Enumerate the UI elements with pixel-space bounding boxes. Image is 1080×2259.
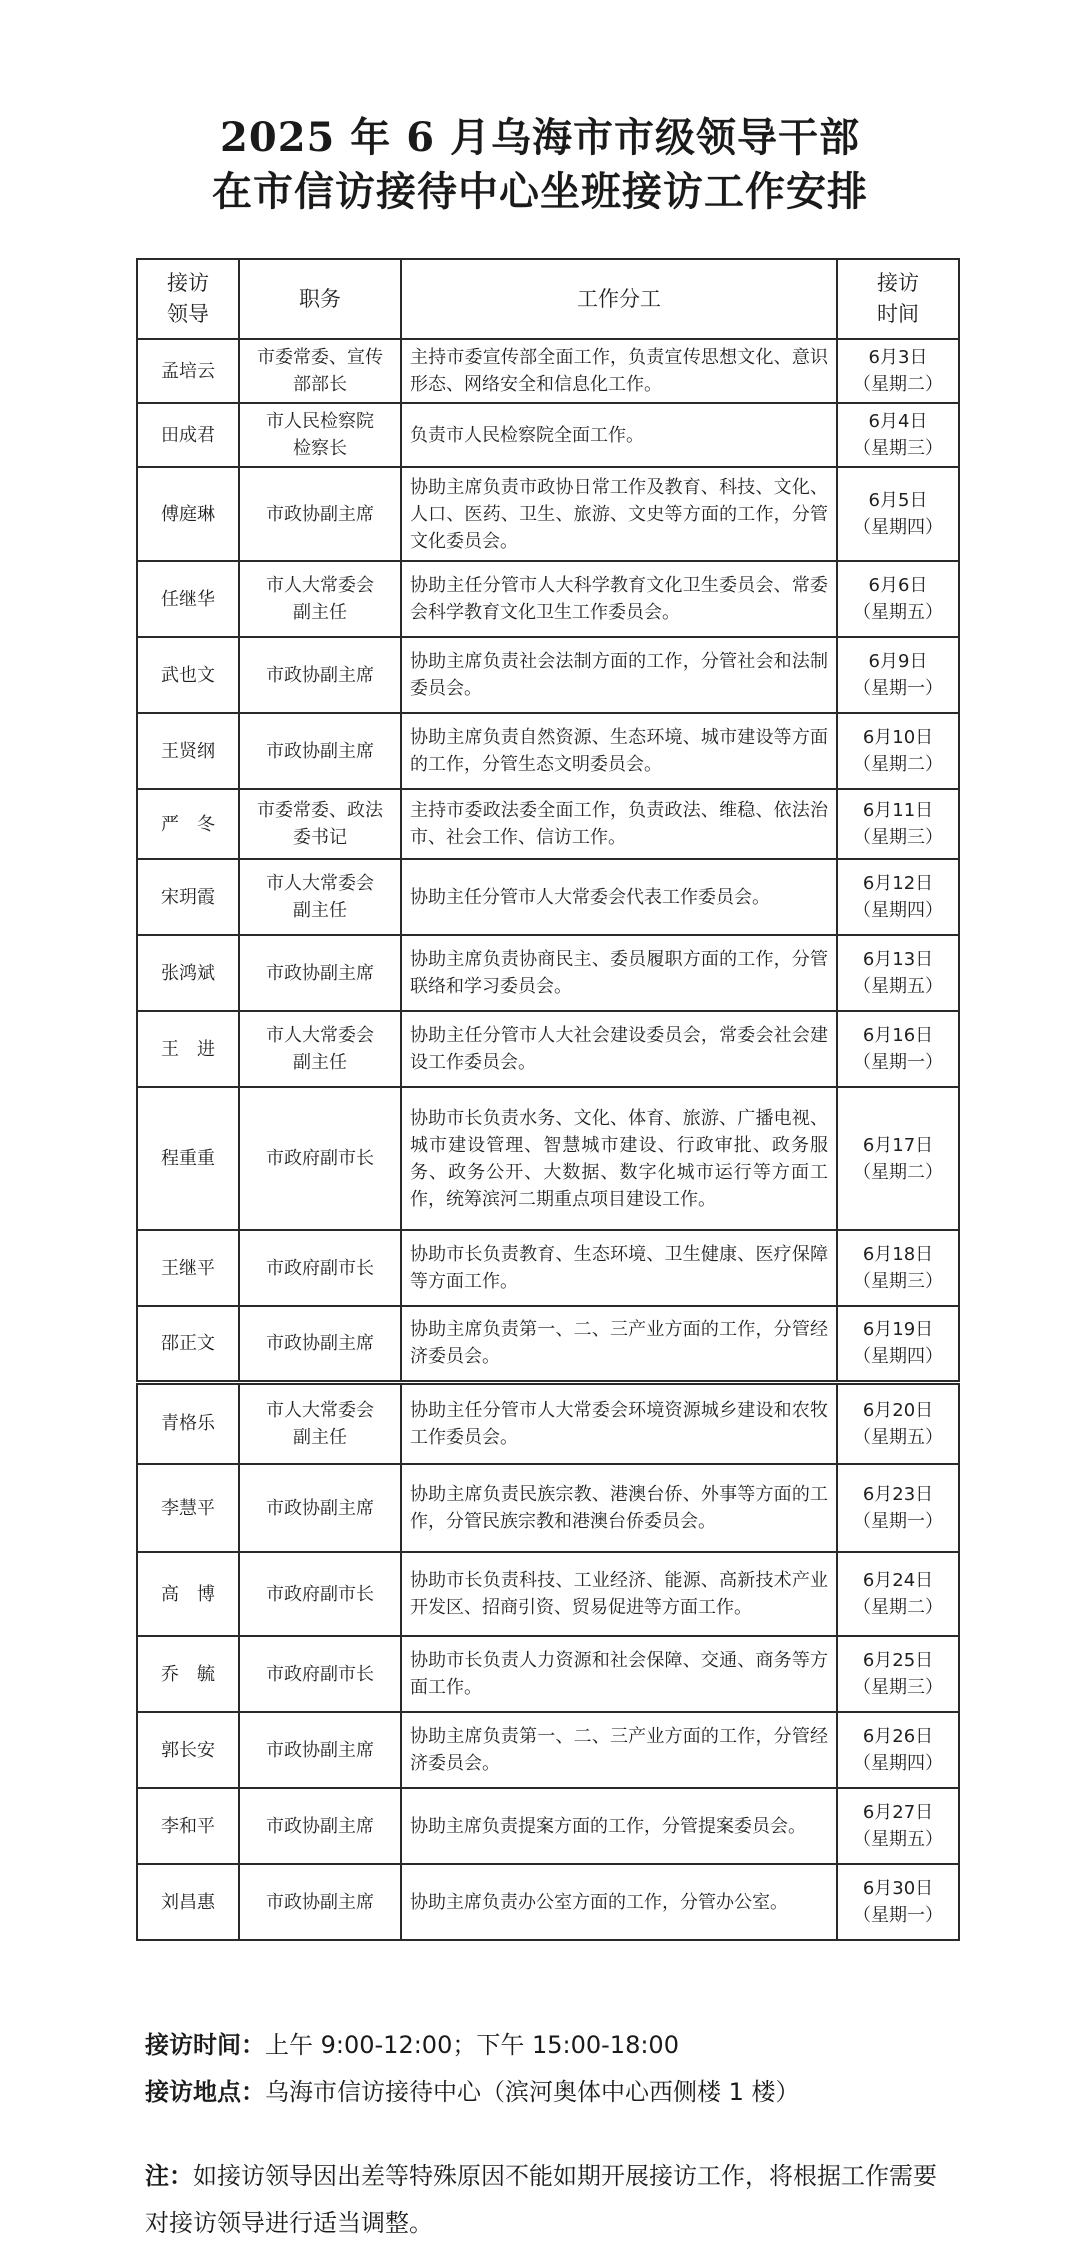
reception-date: 6月20日 （星期五） <box>837 1382 959 1464</box>
leader-position: 市人民检察院 检察长 <box>239 403 401 467</box>
table-row <box>137 859 959 935</box>
leader-position: 市政府副市长 <box>239 1552 401 1636</box>
header-time: 接访 时间 <box>837 259 959 339</box>
leader-duty: 协助主席负责第一、二、三产业方面的工作，分管经济委员会。 <box>401 1306 837 1382</box>
leader-position: 市政协副主席 <box>239 1712 401 1788</box>
leader-position: 市政协副主席 <box>239 467 401 561</box>
leader-position: 市政协副主席 <box>239 1788 401 1864</box>
leader-position: 市政协副主席 <box>239 1306 401 1382</box>
leader-name: 王继平 <box>137 1230 239 1306</box>
leader-position: 市委常委、政法 委书记 <box>239 789 401 859</box>
leader-name: 任继华 <box>137 561 239 637</box>
leader-name: 田成君 <box>137 403 239 467</box>
document-title-line-2: 在市信访接待中心坐班接访工作安排 <box>212 168 868 215</box>
table-row <box>137 637 959 713</box>
leader-name: 傅庭琳 <box>137 467 239 561</box>
leader-duty: 主持市委政法委全面工作，负责政法、维稳、依法治市、社会工作、信访工作。 <box>401 789 837 859</box>
header-duty: 工作分工 <box>401 259 837 339</box>
leader-duty: 协助主席负责自然资源、生态环境、城市建设等方面的工作，分管生态文明委员会。 <box>401 713 837 789</box>
table-row <box>137 339 959 403</box>
leader-position: 市委常委、宣传 部部长 <box>239 339 401 403</box>
reception-date: 6月4日 （星期三） <box>837 403 959 467</box>
table-row <box>137 1712 959 1788</box>
leader-name: 王 进 <box>137 1011 239 1087</box>
leader-position: 市政协副主席 <box>239 1864 401 1940</box>
reception-date: 6月26日 （星期四） <box>837 1712 959 1788</box>
table-row <box>137 1011 959 1087</box>
leader-duty: 主持市委宣传部全面工作，负责宣传思想文化、意识形态、网络安全和信息化工作。 <box>401 339 837 403</box>
leader-duty: 协助市长负责水务、文化、体育、旅游、广播电视、城市建设管理、智慧城市建设、行政审批、政务服务、政务公开、大数据、数字化城市运行等方面工作，统筹滨河二期重点项目建设工作。 <box>401 1087 837 1230</box>
leader-position: 市政府副市长 <box>239 1636 401 1712</box>
leader-name: 王贤纲 <box>137 713 239 789</box>
leader-name: 李和平 <box>137 1788 239 1864</box>
leader-name: 高 博 <box>137 1552 239 1636</box>
reception-date: 6月23日 （星期一） <box>837 1464 959 1552</box>
reception-date: 6月12日 （星期四） <box>837 859 959 935</box>
schedule-table <box>136 258 960 1941</box>
reception-date: 6月30日 （星期一） <box>837 1864 959 1940</box>
table-row <box>137 1788 959 1864</box>
leader-duty: 协助市长负责科技、工业经济、能源、高新技术产业开发区、招商引资、贸易促进等方面工作。 <box>401 1552 837 1636</box>
reception-date: 6月3日 （星期二） <box>837 339 959 403</box>
leader-position: 市政府副市长 <box>239 1230 401 1306</box>
leader-name: 宋玥霞 <box>137 859 239 935</box>
leader-position: 市人大常委会 副主任 <box>239 1382 401 1464</box>
leader-name: 郭长安 <box>137 1712 239 1788</box>
leader-name: 孟培云 <box>137 339 239 403</box>
table-row <box>137 1230 959 1306</box>
table-row <box>137 1552 959 1636</box>
leader-duty: 协助主席负责协商民主、委员履职方面的工作，分管联络和学习委员会。 <box>401 935 837 1011</box>
leader-duty: 协助市长负责教育、生态环境、卫生健康、医疗保障等方面工作。 <box>401 1230 837 1306</box>
leader-position: 市政协副主席 <box>239 713 401 789</box>
table-row <box>137 1636 959 1712</box>
leader-position: 市政府副市长 <box>239 1087 401 1230</box>
table-row <box>137 561 959 637</box>
leader-position: 市政协副主席 <box>239 637 401 713</box>
leader-duty: 协助市长负责人力资源和社会保障、交通、商务等方面工作。 <box>401 1636 837 1712</box>
reception-place <box>145 2072 800 2107</box>
reception-date: 6月13日 （星期五） <box>837 935 959 1011</box>
leader-name: 乔 毓 <box>137 1636 239 1712</box>
leader-name: 青格乐 <box>137 1382 239 1464</box>
reception-date: 6月18日 （星期三） <box>837 1230 959 1306</box>
leader-duty: 协助主席负责第一、二、三产业方面的工作，分管经济委员会。 <box>401 1712 837 1788</box>
reception-time <box>145 2025 679 2060</box>
reception-date: 6月17日 （星期二） <box>837 1087 959 1230</box>
reception-date: 6月5日 （星期四） <box>837 467 959 561</box>
leader-position: 市政协副主席 <box>239 935 401 1011</box>
table-row <box>137 713 959 789</box>
table-row <box>137 1087 959 1230</box>
reception-date: 6月6日 （星期五） <box>837 561 959 637</box>
leader-position: 市人大常委会 副主任 <box>239 859 401 935</box>
table-row <box>137 935 959 1011</box>
table-row <box>137 1306 959 1382</box>
leader-duty: 协助主席负责提案方面的工作，分管提案委员会。 <box>401 1788 837 1864</box>
footnote-text: 如接访领导因出差等特殊原因不能如期开展接访工作，将根据工作需要对接访领导进行适当调整。 <box>145 2162 937 2237</box>
table-row <box>137 1864 959 1940</box>
leader-duty: 协助主席负责办公室方面的工作，分管办公室。 <box>401 1864 837 1940</box>
reception-time-label: 接访时间： <box>145 2031 265 2059</box>
document-title-line-1: 2025 年 6 月乌海市市级领导干部 <box>220 114 860 161</box>
leader-duty: 协助主席负责民族宗教、港澳台侨、外事等方面的工作，分管民族宗教和港澳台侨委员会。 <box>401 1464 837 1552</box>
reception-date: 6月9日 （星期一） <box>837 637 959 713</box>
table-row <box>137 789 959 859</box>
leader-duty: 协助主任分管市人大常委会代表工作委员会。 <box>401 859 837 935</box>
table-row <box>137 467 959 561</box>
leader-position: 市人大常委会 副主任 <box>239 561 401 637</box>
leader-name: 武也文 <box>137 637 239 713</box>
header-position: 职务 <box>239 259 401 339</box>
leader-name: 李慧平 <box>137 1464 239 1552</box>
leader-duty: 协助主任分管市人大社会建设委员会，常委会社会建设工作委员会。 <box>401 1011 837 1087</box>
footnote-label: 注： <box>145 2162 193 2190</box>
reception-date: 6月16日 （星期一） <box>837 1011 959 1087</box>
leader-duty: 负责市人民检察院全面工作。 <box>401 403 837 467</box>
table-row <box>137 403 959 467</box>
leader-duty: 协助主任分管市人大常委会环境资源城乡建设和农牧工作委员会。 <box>401 1382 837 1464</box>
leader-name: 程重重 <box>137 1087 239 1230</box>
reception-date: 6月11日 （星期三） <box>837 789 959 859</box>
leader-name: 邵正文 <box>137 1306 239 1382</box>
leader-name: 刘昌惠 <box>137 1864 239 1940</box>
leader-position: 市人大常委会 副主任 <box>239 1011 401 1087</box>
leader-name: 张鸿斌 <box>137 935 239 1011</box>
reception-date: 6月19日 （星期四） <box>837 1306 959 1382</box>
footnote <box>145 2153 945 2247</box>
leader-name: 严 冬 <box>137 789 239 859</box>
leader-duty: 协助主席负责市政协日常工作及教育、科技、文化、人口、医药、卫生、旅游、文史等方面的工作，分管文化委员会。 <box>401 467 837 561</box>
reception-place-label: 接访地点： <box>145 2078 265 2106</box>
reception-date: 6月24日 （星期二） <box>837 1552 959 1636</box>
reception-time-value: 上午 9:00-12:00；下午 15:00-18:00 <box>265 2031 679 2059</box>
leader-duty: 协助主席负责社会法制方面的工作，分管社会和法制委员会。 <box>401 637 837 713</box>
reception-date: 6月10日 （星期二） <box>837 713 959 789</box>
reception-date: 6月25日 （星期三） <box>837 1636 959 1712</box>
table-row <box>137 1382 959 1464</box>
reception-place-value: 乌海市信访接待中心（滨河奥体中心西侧楼 1 楼） <box>265 2078 800 2106</box>
leader-duty: 协助主任分管市人大科学教育文化卫生委员会、常委会科学教育文化卫生工作委员会。 <box>401 561 837 637</box>
table-header-row <box>137 259 959 339</box>
header-leader: 接访 领导 <box>137 259 239 339</box>
leader-position: 市政协副主席 <box>239 1464 401 1552</box>
table-row <box>137 1464 959 1552</box>
reception-date: 6月27日 （星期五） <box>837 1788 959 1864</box>
